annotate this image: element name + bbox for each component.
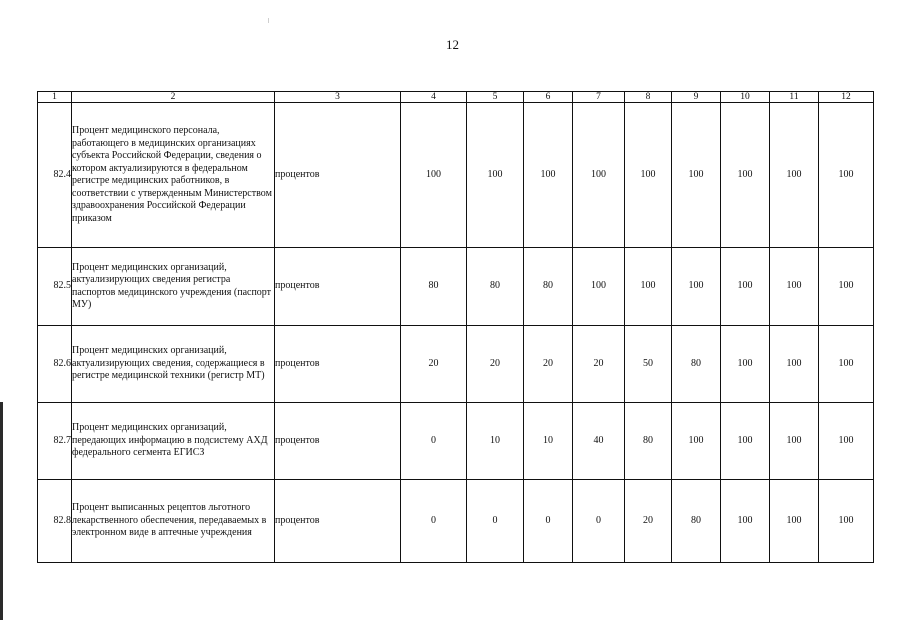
value-cell: 10	[467, 403, 524, 480]
value-cell: 100	[770, 103, 819, 248]
value-cell: 100	[721, 326, 770, 403]
value-cell: 0	[401, 480, 467, 563]
value-cell: 100	[625, 103, 672, 248]
value-cell: 80	[524, 248, 573, 326]
value-cell: 100	[819, 326, 874, 403]
page-number: 12	[446, 37, 459, 52]
column-number-row	[38, 92, 874, 103]
value-cell: 100	[467, 103, 524, 248]
value-cell: 100	[770, 326, 819, 403]
value-cell: 100	[721, 248, 770, 326]
indicator-name: Процент медицинских организаций, передающих информацию в подсистему АХД федерального сегмента ЕГИСЗ	[72, 403, 275, 480]
value-cell: 100	[625, 248, 672, 326]
value-cell: 100	[721, 103, 770, 248]
indicator-name: Процент медицинских организаций, актуализирующих сведения, содержащиеся в регистре медицинской техники (регистр МТ)	[72, 326, 275, 403]
header-cell: 8	[625, 92, 672, 103]
row-number: 82.5	[38, 248, 72, 326]
indicator-name: Процент медицинских организаций, актуализирующих сведения регистра паспортов медицинского учреждения (паспорт МУ)	[72, 248, 275, 326]
value-cell: 10	[524, 403, 573, 480]
header-cell: 4	[401, 92, 467, 103]
value-cell: 100	[721, 480, 770, 563]
indicator-name: Процент медицинского персонала, работающего в медицинских организациях субъекта Российской Федерации, сведения о котором актуализируются в федеральном регистре медицинских работников, в соответствии с утвержденным Министерством здравоохранения Российской Федерации приказом	[72, 103, 275, 248]
table-row	[38, 326, 874, 403]
indicator-name: Процент выписанных рецептов льготного лекарственного обеспечения, передаваемых в электронном виде в аптечные учреждения	[72, 480, 275, 563]
table-row	[38, 480, 874, 563]
value-cell: 100	[573, 103, 625, 248]
value-cell: 100	[672, 248, 721, 326]
value-cell: 0	[524, 480, 573, 563]
header-cell: 11	[770, 92, 819, 103]
value-cell: 100	[819, 480, 874, 563]
value-cell: 100	[672, 103, 721, 248]
unit-cell: процентов	[275, 326, 401, 403]
header-cell: 10	[721, 92, 770, 103]
value-cell: 0	[573, 480, 625, 563]
value-cell: 20	[401, 326, 467, 403]
table-row	[38, 248, 874, 326]
header-cell: 7	[573, 92, 625, 103]
table-row	[38, 403, 874, 480]
value-cell: 20	[524, 326, 573, 403]
header-cell: 1	[38, 92, 72, 103]
value-cell: 40	[573, 403, 625, 480]
value-cell: 100	[721, 403, 770, 480]
header-cell: 12	[819, 92, 874, 103]
scan-mark-top	[268, 18, 269, 23]
indicators-table	[37, 91, 874, 563]
value-cell: 100	[573, 248, 625, 326]
value-cell: 80	[467, 248, 524, 326]
value-cell: 20	[625, 480, 672, 563]
value-cell: 100	[770, 480, 819, 563]
value-cell: 100	[401, 103, 467, 248]
value-cell: 80	[672, 480, 721, 563]
unit-cell: процентов	[275, 403, 401, 480]
unit-cell: процентов	[275, 103, 401, 248]
value-cell: 0	[401, 403, 467, 480]
value-cell: 0	[467, 480, 524, 563]
value-cell: 50	[625, 326, 672, 403]
value-cell: 100	[524, 103, 573, 248]
value-cell: 80	[672, 326, 721, 403]
value-cell: 80	[401, 248, 467, 326]
value-cell: 100	[819, 103, 874, 248]
scan-edge-mark	[0, 402, 3, 620]
header-cell: 2	[72, 92, 275, 103]
header-cell: 6	[524, 92, 573, 103]
value-cell: 100	[819, 403, 874, 480]
row-number: 82.4	[38, 103, 72, 248]
value-cell: 100	[770, 403, 819, 480]
row-number: 82.7	[38, 403, 72, 480]
unit-cell: процентов	[275, 248, 401, 326]
value-cell: 20	[467, 326, 524, 403]
value-cell: 100	[819, 248, 874, 326]
row-number: 82.6	[38, 326, 72, 403]
header-cell: 9	[672, 92, 721, 103]
row-number: 82.8	[38, 480, 72, 563]
header-cell: 3	[275, 92, 401, 103]
table-row	[38, 103, 874, 248]
header-cell: 5	[467, 92, 524, 103]
value-cell: 20	[573, 326, 625, 403]
value-cell: 100	[770, 248, 819, 326]
unit-cell: процентов	[275, 480, 401, 563]
value-cell: 80	[625, 403, 672, 480]
value-cell: 100	[672, 403, 721, 480]
